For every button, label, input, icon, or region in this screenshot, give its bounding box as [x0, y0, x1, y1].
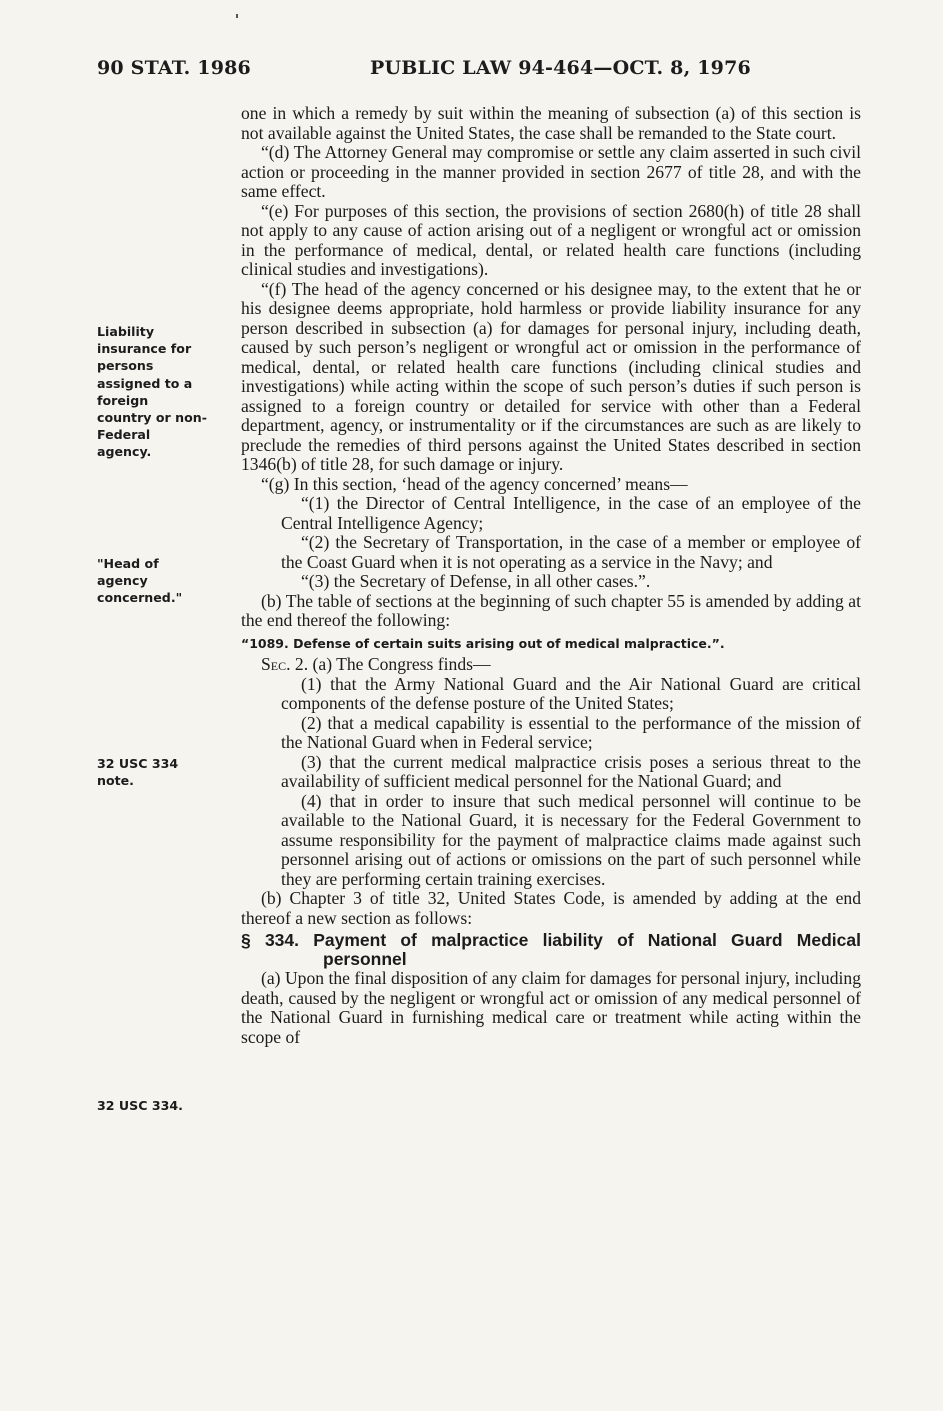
table-of-sections-entry: “1089. Defense of certain suits arising out of medical malpractice.”.: [241, 635, 725, 651]
margin-note-liability: Liability insurance for persons assigned to a foreign country or non-Federal agency.: [97, 324, 207, 460]
finding-1: (1) that the Army National Guard and the Air National Guard are critical components of the defense posture of the United States;: [281, 673, 861, 713]
page-header-stat: 90 STAT. 1986: [97, 57, 251, 79]
margin-note-usc: 32 USC 334.: [97, 1098, 183, 1113]
paragraph-g: “(g) In this section, ‘head of the agency concerned’ means—: [261, 473, 688, 494]
paragraph-b2: (b) Chapter 3 of title 32, United States Code, is amended by adding at the end thereof a new section as follows:: [241, 888, 861, 928]
paragraph-334-a: (a) Upon the final disposition of any claim for damages for personal injury, including death, caused by the negligent or wrongful act or omission of any medical personnel of the National Guard in furnishing medical care or treatment while acting within the scope of: [241, 968, 861, 1047]
section-2-label: Sec. 2.: [261, 654, 309, 674]
section-2-intro: [241, 655, 861, 675]
paragraph-f: “(f) The head of the agency concerned or his designee may, to the extent that he or his designee deems appropriate, hold harmless or provide liability insurance for any person described in subsection (a) for damages for personal injury, including death, caused by such person’s negligent or wrongful act or omission in the performance of medical, dental, or related health care functions (including clinical studies and investigations) while acting within the scope of such person’s duties if such person is assigned to a foreign country or detailed for service with other than a Federal department, agency, or instrumentality or if the circumstances are such as are likely to preclude the remedies of third persons against the United States described in section 1346(b) of title 28, for such damage or injury.: [241, 278, 861, 474]
paragraph-g-item-3: “(3) the Secretary of Defense, in all other cases.”.: [301, 571, 651, 591]
scan-mark: [236, 14, 238, 18]
paragraph-b: (b) The table of sections at the beginning of such chapter 55 is amended by adding at the end thereof the following:: [241, 590, 861, 630]
paragraph-g-item-1: “(1) the Director of Central Intelligence, in the case of an employee of the Central Intelligence Agency;: [281, 493, 861, 533]
section-2-text: (a) The Congress finds—: [312, 654, 491, 674]
paragraph-continuation: one in which a remedy by suit within the meaning of subsection (a) of this section is not available against the United States, the case shall be remanded to the State court.: [241, 103, 861, 143]
body-text: [241, 104, 861, 1047]
finding-4: (4) that in order to insure that such medical personnel will continue to be available to the National Guard, it is necessary for the Federal Government to assume responsibility for the payment of malpractice claims made against such personnel arising out of actions or omissions on the part of such personnel while they are performing certain training exercises.: [281, 790, 861, 889]
margin-note-usc-note: 32 USC 334 note.: [97, 756, 179, 789]
paragraph-d: “(d) The Attorney General may compromise or settle any claim asserted in such civil action or proceeding in the manner provided in section 2677 of title 28, and with the same effect.: [241, 142, 861, 201]
paragraph-g-item-2: “(2) the Secretary of Transportation, in the case of a member or employee of the Coast Guard when it is not operating as a service in the Navy; and: [281, 532, 861, 572]
finding-3: (3) that the current medical malpractice crisis poses a serious threat to the availability of sufficient medical personnel for the National Guard; and: [281, 751, 861, 791]
paragraph-e: “(e) For purposes of this section, the provisions of section 2680(h) of title 28 shall not apply to any cause of action arising out of a negligent or wrongful act or omission in the performance of medical, dental, or related health care functions (including clinical studies and investigations).: [241, 200, 861, 279]
page-header-law: PUBLIC LAW 94-464—OCT. 8, 1976: [370, 57, 751, 79]
section-334-heading: § 334. Payment of malpractice liability of National Guard Medical personnel: [241, 930, 861, 969]
margin-note-head-of-agency: "Head of agency concerned.": [97, 556, 183, 606]
finding-2: (2) that a medical capability is essential to the performance of the mission of the National Guard when in Federal service;: [281, 712, 861, 752]
